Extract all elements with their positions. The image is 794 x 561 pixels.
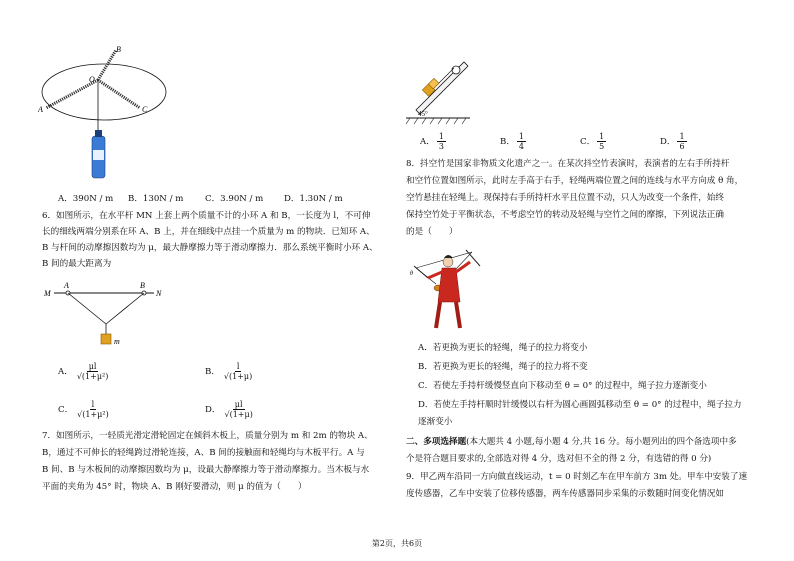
q6-label-b: B xyxy=(140,281,145,290)
q7-incline-figure xyxy=(404,50,486,126)
fraction-numerator: l xyxy=(236,362,240,371)
option-fraction xyxy=(222,362,254,381)
q8-option-a[interactable]: A．若更换为更长的轻绳，绳子的拉力将变小 xyxy=(418,343,588,353)
q5-label-b: B xyxy=(116,45,121,54)
q7-option-a[interactable] xyxy=(420,132,448,151)
option-letter: C． xyxy=(58,405,74,415)
fraction-denominator: √(1+μ) xyxy=(224,410,253,419)
q5-spring-figure xyxy=(38,42,170,184)
q6-option-b[interactable] xyxy=(205,362,256,381)
q7-angle-label: 45° xyxy=(418,110,428,118)
q8-line: 保持空竹处于平衡状态，不考虑空竹的转动及轻绳与空竹之间的摩擦，下列说法正确 xyxy=(406,210,724,220)
q5-label-o: O xyxy=(89,75,95,84)
fraction-denominator: √(1+μ²) xyxy=(77,410,109,419)
fraction-denominator: √(1+μ²) xyxy=(76,372,109,381)
fraction-numerator: l xyxy=(91,400,95,409)
fraction-denominator: √(1+μ) xyxy=(223,372,253,381)
q6-line: B 与杆间的动摩擦因数均为 μ，最大静摩擦力等于滑动摩擦力．那么系统平衡时小环 A、 xyxy=(42,243,378,253)
option-fraction xyxy=(437,132,446,151)
q6-label-a: A xyxy=(64,281,69,290)
fraction-numerator: 1 xyxy=(518,132,525,141)
option-fraction xyxy=(597,132,606,151)
q6-label-n: N xyxy=(156,289,162,298)
option-letter: D． xyxy=(660,137,676,147)
q6-option-d[interactable] xyxy=(205,400,257,419)
option-fraction xyxy=(222,400,254,419)
option-letter: A． xyxy=(420,137,435,147)
q8-line: 空竹悬挂在轻绳上。现保持右手所持杆水平且位置不动，只人为改变一个条件，始终 xyxy=(406,193,724,203)
q7-option-b[interactable] xyxy=(500,132,528,151)
option-fraction xyxy=(75,362,111,381)
q8-theta-label: θ xyxy=(410,271,413,277)
section-instructions: (本大题共 4 小题,每小题 4 分,共 16 分。每小题列出的四个备选项中多 xyxy=(466,437,737,447)
q6-line: 6．如图所示，在水平杆 MN 上套上两个质量不计的小环 A 和 B，一长度为 l，不可伸 xyxy=(42,211,371,221)
option-letter: C． xyxy=(580,137,596,147)
page-footer: 第2页，共6页 xyxy=(371,539,423,548)
q6-label-m-rod: M xyxy=(44,289,51,298)
section-title: 二、多项选择题 xyxy=(406,437,467,447)
q8-option-b[interactable]: B．若更换为更长的轻绳，绳子的拉力将不变 xyxy=(418,362,588,372)
q8-option-d[interactable]: D．若使左手持杆顺时针缓慢以右杆为圆心画圆弧移动至 θ = 0° 的过程中，绳子拉力 xyxy=(418,400,742,410)
q9-line: 度传感器，乙车中安装了位移传感器，两车传感器同步采集的示数随时间变化情况如 xyxy=(406,489,724,499)
q7-line: 平面的夹角为 45° 时，物块 A、B 刚好要滑动，则 μ 的值为（ ） xyxy=(42,482,307,492)
fraction-numerator: μl xyxy=(88,362,97,371)
q7-option-c[interactable] xyxy=(580,132,608,151)
q6-line: 长的细线两端分别系在环 A、B 上，并在细线中点挂一个质量为 m 的物块．已知环 A、 xyxy=(42,227,375,237)
q5-option-d[interactable]: D．1.30N / m xyxy=(284,194,343,204)
fraction-denominator: 6 xyxy=(679,142,685,151)
option-fraction xyxy=(517,132,526,151)
q5-label-c: C xyxy=(142,105,148,114)
q5-label-a: A xyxy=(38,105,43,114)
option-fraction xyxy=(75,400,111,419)
q5-option-b[interactable]: B．130N / m xyxy=(128,194,184,204)
q7-line: B，通过不可伸长的轻绳跨过滑轮连接，A、B 间的接触面和轻绳均与木板平行。A 与 xyxy=(42,448,365,458)
q8-option-c[interactable]: C．若使左手持杆缓慢竖直向下移动至 θ = 0° 的过程中，绳子拉力逐渐变小 xyxy=(418,381,707,391)
fraction-denominator: 4 xyxy=(518,142,525,151)
q6-ring-figure xyxy=(42,278,172,356)
q8-option-d-continued: 逐渐变小 xyxy=(418,417,453,427)
q8-line: 和空竹位置如图所示，此时左手高于右手，轻绳两端位置之间的连线与水平方向成 θ 角， xyxy=(406,176,744,186)
option-letter: A． xyxy=(58,367,73,377)
q6-line: B 间的最大距离为 xyxy=(42,259,112,269)
q8-line: 8．抖空竹是国家非物质文化遗产之一。在某次抖空竹表演时，表演者的左右手所持杆 xyxy=(406,159,730,169)
option-letter: D． xyxy=(205,405,221,415)
fraction-denominator: 3 xyxy=(438,142,444,151)
fraction-numerator: 1 xyxy=(679,132,685,141)
q6-label-mass: m xyxy=(114,337,120,346)
q6-option-a[interactable] xyxy=(58,362,112,381)
option-letter: B． xyxy=(205,367,220,377)
q7-line: B 间、B 与木板间的动摩擦因数均为 μ，设最大静摩擦力等于滑动摩擦力。当木板与水 xyxy=(42,465,370,475)
q5-option-c[interactable]: C．3.90N / m xyxy=(205,194,264,204)
fraction-numerator: μl xyxy=(234,400,243,409)
q7-line: 7．如图所示，一轻质光滑定滑轮固定在倾斜木板上，质量分别为 m 和 2m 的物块 A、 xyxy=(42,431,373,441)
fraction-numerator: 1 xyxy=(599,132,605,141)
option-letter: B． xyxy=(500,137,515,147)
section-multi-choice-heading xyxy=(406,436,737,449)
fraction-denominator: 5 xyxy=(599,142,605,151)
q5-option-a[interactable]: A．390N / m xyxy=(58,194,114,204)
q7-option-d[interactable] xyxy=(660,132,689,151)
section-instructions-line: 个是符合题目要求的,全部选对得 4 分，选对但不全的得 2 分，有选错的得 0 分) xyxy=(406,454,712,464)
q9-line: 9．甲乙两车沿同一方向做直线运动，t = 0 时刻乙车在甲车前方 3m 处。甲车中安装了速 xyxy=(406,472,748,482)
q6-option-c[interactable] xyxy=(58,400,113,419)
q8-diabolo-performer-figure xyxy=(404,248,484,332)
fraction-numerator: 1 xyxy=(438,132,444,141)
option-fraction xyxy=(677,132,686,151)
q8-line: 的是（ ） xyxy=(406,227,458,237)
